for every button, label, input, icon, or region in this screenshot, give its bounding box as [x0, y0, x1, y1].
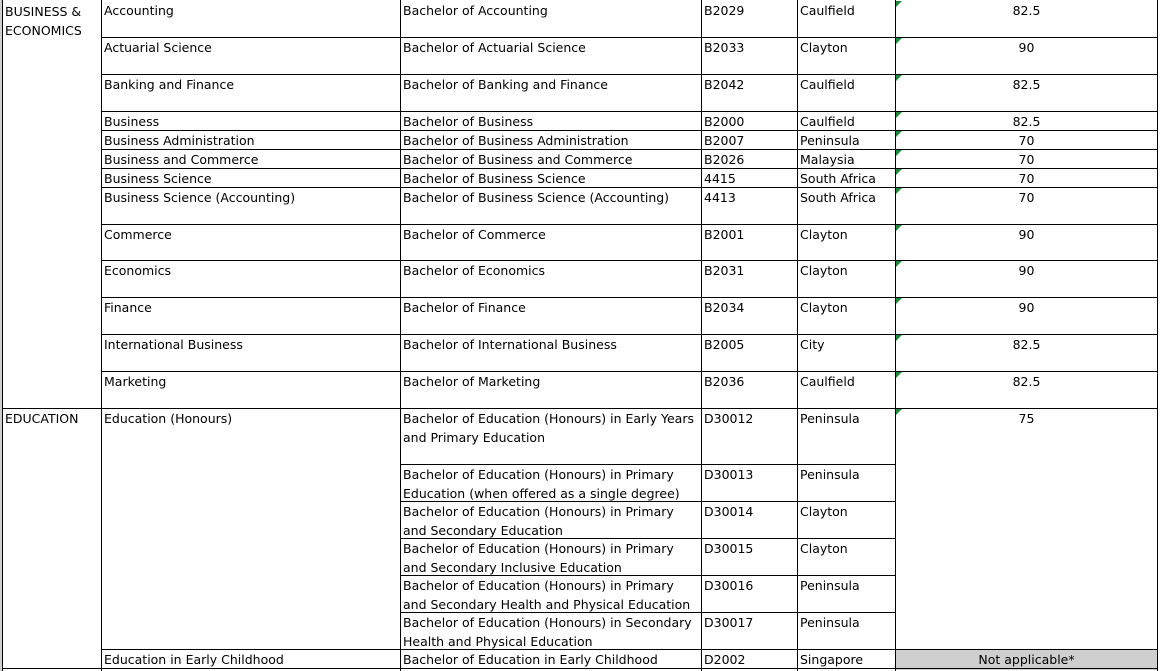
- comment-flag-icon: [896, 131, 902, 137]
- cell-course-code[interactable]: B2007: [704, 133, 745, 148]
- cell-study-area[interactable]: Economics: [104, 263, 172, 278]
- cell-course-name[interactable]: Bachelor of Business and Commerce: [403, 152, 633, 167]
- comment-flag-icon: [896, 112, 902, 118]
- comment-flag-icon: [896, 409, 902, 415]
- row-border: [101, 37, 895, 38]
- cell-atar[interactable]: 82.5: [1012, 114, 1041, 129]
- comment-flag-icon: [896, 150, 902, 156]
- cell-course-code[interactable]: B2036: [704, 374, 745, 389]
- row-border: [101, 111, 895, 112]
- row-border: [400, 501, 895, 502]
- cell-campus[interactable]: Peninsula: [800, 467, 860, 482]
- comment-flag-icon: [896, 372, 902, 378]
- cell-campus[interactable]: South Africa: [800, 190, 876, 205]
- column-border: [2, 0, 3, 671]
- cell-atar[interactable]: 82.5: [1012, 374, 1041, 389]
- cell-course-code[interactable]: B2031: [704, 263, 745, 278]
- row-border: [895, 130, 1157, 131]
- cell-course-name[interactable]: Bachelor of Economics: [403, 263, 545, 278]
- cell-campus[interactable]: Singapore: [800, 652, 864, 667]
- cell-course-name[interactable]: Bachelor of Business Science: [403, 171, 586, 186]
- cell-course-code[interactable]: D30015: [704, 541, 754, 556]
- cell-atar[interactable]: 90: [1018, 263, 1035, 278]
- cell-atar[interactable]: 82.5: [1012, 77, 1041, 92]
- cell-atar[interactable]: 70: [1018, 152, 1035, 167]
- column-border: [101, 0, 102, 671]
- column-border: [895, 0, 896, 671]
- row-border: [895, 649, 1157, 650]
- cell-course-code[interactable]: B2026: [704, 152, 745, 167]
- cell-course-name[interactable]: Bachelor of International Business: [403, 337, 617, 352]
- cell-study-area[interactable]: Accounting: [104, 3, 174, 18]
- row-border: [2, 668, 1157, 669]
- row-border: [400, 612, 895, 613]
- cell-course-name[interactable]: Bachelor of Education (Honours) in Secondary Health and Physical Education: [403, 615, 692, 649]
- cell-campus[interactable]: Caulfield: [800, 114, 855, 129]
- cell-course-code[interactable]: D2002: [704, 652, 746, 667]
- comment-flag-icon: [896, 188, 902, 194]
- row-border: [895, 74, 1157, 75]
- cell-course-name[interactable]: Bachelor of Education (Honours) in Primary and Secondary Education: [403, 504, 674, 538]
- row-border: [101, 260, 895, 261]
- cell-course-name[interactable]: Bachelor of Finance: [403, 300, 526, 315]
- comment-flag-icon: [896, 335, 902, 341]
- cell-campus[interactable]: Peninsula: [800, 411, 860, 426]
- comment-flag-icon: [896, 261, 902, 267]
- row-border: [895, 149, 1157, 150]
- cell-study-area[interactable]: Business: [104, 114, 160, 129]
- row-border: [101, 371, 895, 372]
- cell-study-area[interactable]: Education in Early Childhood: [104, 652, 284, 667]
- cell-course-code[interactable]: B2029: [704, 3, 745, 18]
- row-border: [895, 37, 1157, 38]
- cell-study-area[interactable]: International Business: [104, 337, 243, 352]
- row-border: [101, 297, 895, 298]
- cell-study-area[interactable]: Business and Commerce: [104, 152, 259, 167]
- cell-course-code[interactable]: 4415: [704, 171, 736, 186]
- cell-atar[interactable]: 90: [1018, 227, 1035, 242]
- row-border: [101, 149, 895, 150]
- row-border: [895, 371, 1157, 372]
- cell-campus[interactable]: Caulfield: [800, 77, 855, 92]
- cell-course-name[interactable]: Bachelor of Commerce: [403, 227, 546, 242]
- cell-course-name[interactable]: Bachelor of Education (Honours) in Primary and Secondary Health and Physical Education: [403, 578, 691, 612]
- cell-campus[interactable]: Peninsula: [800, 578, 860, 593]
- cell-atar[interactable]: 90: [1018, 40, 1035, 55]
- cell-course-name[interactable]: Bachelor of Education in Early Childhood: [403, 652, 658, 667]
- cell-campus[interactable]: Clayton: [800, 40, 848, 55]
- cell-atar[interactable]: 70: [1018, 171, 1035, 186]
- cell-course-name[interactable]: Bachelor of Business Administration: [403, 133, 629, 148]
- cell-course-name[interactable]: Bachelor of Marketing: [403, 374, 541, 389]
- cell-study-area[interactable]: Actuarial Science: [104, 40, 212, 55]
- column-border: [400, 0, 401, 671]
- group-label-business[interactable]: BUSINESS & ECONOMICS: [5, 4, 82, 38]
- group-label-education[interactable]: EDUCATION: [5, 411, 79, 426]
- cell-atar[interactable]: 75: [1018, 411, 1035, 426]
- cell-course-name[interactable]: Bachelor of Education (Honours) in Primary and Secondary Inclusive Education: [403, 541, 674, 575]
- cell-atar[interactable]: 82.5: [1012, 337, 1041, 352]
- cell-study-area[interactable]: Finance: [104, 300, 152, 315]
- row-border: [895, 334, 1157, 335]
- cell-course-code[interactable]: D30012: [704, 411, 754, 426]
- cell-course-name[interactable]: Bachelor of Business Science (Accounting): [403, 190, 670, 205]
- row-border: [101, 187, 895, 188]
- row-border: [101, 130, 895, 131]
- row-border: [400, 538, 895, 539]
- cell-campus[interactable]: Clayton: [800, 504, 848, 519]
- cell-atar[interactable]: 70: [1018, 133, 1035, 148]
- cell-course-code[interactable]: B2000: [704, 114, 745, 129]
- cell-campus[interactable]: City: [800, 337, 825, 352]
- cell-campus[interactable]: South Africa: [800, 171, 876, 186]
- row-border: [400, 575, 895, 576]
- cell-course-code[interactable]: D30017: [704, 615, 754, 630]
- row-border: [895, 260, 1157, 261]
- row-border: [895, 297, 1157, 298]
- row-border: [2, 408, 895, 409]
- cell-course-code[interactable]: B2001: [704, 227, 745, 242]
- cell-course-name[interactable]: Bachelor of Actuarial Science: [403, 40, 586, 55]
- cell-course-code[interactable]: B2005: [704, 337, 745, 352]
- cell-study-area[interactable]: Education (Honours): [104, 411, 233, 426]
- cell-study-area[interactable]: Commerce: [104, 227, 172, 242]
- cell-course-code[interactable]: B2042: [704, 77, 745, 92]
- row-border: [101, 168, 895, 169]
- cell-campus[interactable]: Clayton: [800, 263, 848, 278]
- comment-flag-icon: [896, 38, 902, 44]
- row-border: [895, 408, 1157, 409]
- cell-course-code[interactable]: D30014: [704, 504, 754, 519]
- cell-course-code[interactable]: D30016: [704, 578, 754, 593]
- cell-course-code[interactable]: 4413: [704, 190, 736, 205]
- cell-study-area[interactable]: Business Science (Accounting): [104, 190, 296, 205]
- row-border: [101, 334, 895, 335]
- row-border: [101, 74, 895, 75]
- cell-course-name[interactable]: Bachelor of Banking and Finance: [403, 77, 608, 92]
- row-border: [895, 168, 1157, 169]
- cell-campus[interactable]: Caulfield: [800, 374, 855, 389]
- row-border: [101, 649, 895, 650]
- cell-atar[interactable]: 82.5: [1012, 3, 1041, 18]
- cell-study-area[interactable]: Banking and Finance: [104, 77, 235, 92]
- comment-flag-icon: [896, 1, 902, 7]
- cell-course-code[interactable]: B2034: [704, 300, 745, 315]
- cell-campus[interactable]: Clayton: [800, 227, 848, 242]
- cell-campus[interactable]: Clayton: [800, 300, 848, 315]
- cell-atar[interactable]: 90: [1018, 300, 1035, 315]
- row-border: [895, 111, 1157, 112]
- column-border: [797, 0, 798, 671]
- cell-course-name[interactable]: Bachelor of Education (Honours) in Primary Education (when offered as a single degree): [403, 467, 680, 501]
- cell-study-area[interactable]: Business Administration: [104, 133, 255, 148]
- cell-atar[interactable]: 70: [1018, 190, 1035, 205]
- column-border: [701, 0, 702, 671]
- cell-campus[interactable]: Peninsula: [800, 133, 860, 148]
- cell-course-name[interactable]: Bachelor of Education (Honours) in Early Years and Primary Education: [403, 411, 694, 445]
- comment-flag-icon: [896, 169, 902, 175]
- cell-course-code[interactable]: D30013: [704, 467, 754, 482]
- comment-flag-icon: [896, 75, 902, 81]
- row-border: [101, 224, 895, 225]
- cell-campus[interactable]: Peninsula: [800, 615, 860, 630]
- cell-course-code[interactable]: B2033: [704, 40, 745, 55]
- comment-flag-icon: [896, 298, 902, 304]
- cell-atar[interactable]: Not applicable*: [978, 652, 1075, 667]
- cell-campus[interactable]: Clayton: [800, 541, 848, 556]
- row-border: [400, 464, 895, 465]
- cell-study-area[interactable]: Business Science: [104, 171, 212, 186]
- column-border: [1157, 0, 1158, 671]
- cell-course-name[interactable]: Bachelor of Business: [403, 114, 534, 129]
- comment-flag-icon: [896, 225, 902, 231]
- row-border: [895, 224, 1157, 225]
- cell-course-name[interactable]: Bachelor of Accounting: [403, 3, 548, 18]
- row-border: [895, 187, 1157, 188]
- cell-campus[interactable]: Caulfield: [800, 3, 855, 18]
- cell-study-area[interactable]: Marketing: [104, 374, 167, 389]
- cell-campus[interactable]: Malaysia: [800, 152, 855, 167]
